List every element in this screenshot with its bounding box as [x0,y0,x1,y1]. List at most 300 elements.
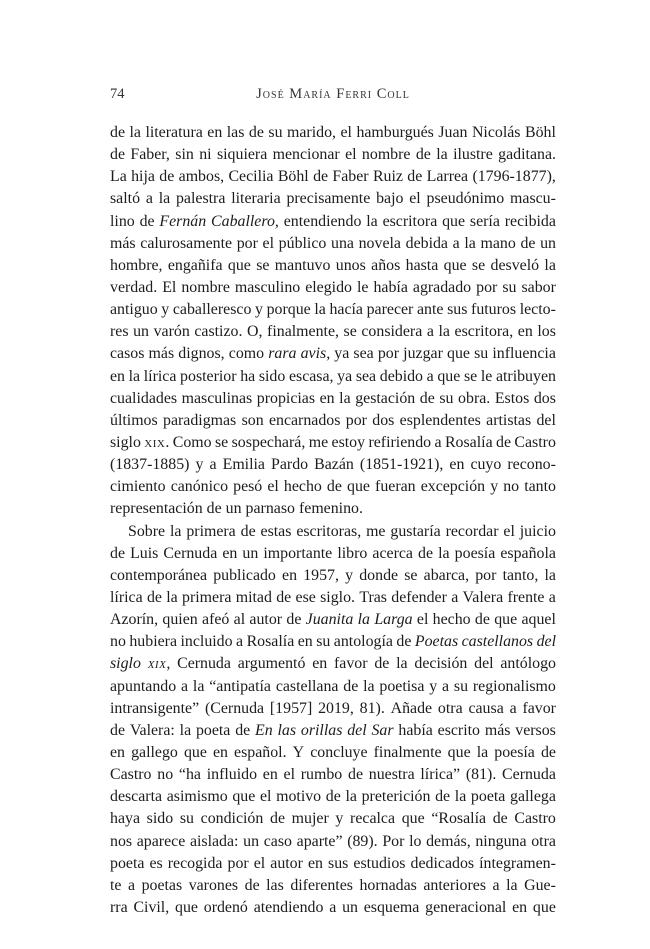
word: sabor [521,278,556,296]
word: ninguna [475,832,527,850]
word: de [407,168,423,186]
word: canónico [170,478,229,496]
word: “ha [178,766,201,784]
word: te [110,876,122,894]
word: del [536,411,556,429]
word: condición [200,810,264,828]
word: su [179,810,194,828]
word: la [363,677,375,695]
word: escrito [437,721,480,739]
text-line [110,521,556,543]
word: concluye [310,743,368,761]
word: Castro [514,433,556,451]
word: su [316,633,331,651]
text-line [110,277,556,299]
word: española [500,544,556,562]
word: Bazán [314,456,354,474]
word: a [426,323,434,341]
word: antología [333,633,393,651]
word: Faber [332,168,369,186]
word: la [454,788,467,806]
word: pseudónimo [426,190,505,208]
word: de [313,168,329,186]
word: bajo [376,190,404,208]
word: propicias [256,389,316,407]
word: Valera [462,588,504,606]
text-line [110,543,556,565]
word: tanto [524,478,556,496]
word: posterior [180,367,237,385]
word: por [227,854,249,872]
word: a [329,898,337,916]
word: estudios [353,854,406,872]
word: en [282,566,298,584]
word: influido [206,766,258,784]
word: antiguo [110,301,158,319]
word: 81). [359,699,385,717]
word: obra. [458,389,491,407]
word: ese [295,588,316,606]
word: que [232,788,256,806]
word: el [409,190,421,208]
word: Faber, [130,146,170,164]
word: escritora, [454,323,514,341]
word: poeta [470,788,506,806]
word: recogida [167,854,223,872]
word: res [110,323,129,341]
word: en [222,544,238,562]
text-line [110,299,556,321]
word: el [503,522,515,540]
word: de [110,721,125,739]
word: (1796-1877), [472,168,556,186]
word: refiriendo [368,433,432,451]
word: a [492,876,500,894]
word: femenino. [298,500,363,518]
word: que [532,898,556,916]
word: gaditana. [498,146,556,164]
word: escritora [382,212,438,230]
text-line [110,188,556,210]
word: la [464,234,476,252]
word: motivo [276,788,322,806]
text-line [110,653,556,675]
text-line [110,255,556,277]
word: publicado [213,566,276,584]
word: mujer [291,810,329,828]
word: sea [353,345,374,363]
word: futuros [471,301,517,319]
word: (1851-1921), [359,456,444,474]
word: sea [355,367,377,385]
word: parecer [366,301,414,319]
word: de [240,522,256,540]
word: la [158,190,171,208]
word: hombre, [110,256,163,274]
word: se [471,256,486,274]
text-line [110,432,556,454]
word: la [192,677,205,695]
word: en [449,456,465,474]
word: defender [391,588,447,606]
word: sus [328,854,349,872]
word: [1957] [269,699,313,717]
text-line [110,587,556,609]
word: Castro [110,766,152,784]
word: “Rosalía [431,810,487,828]
word: literatura [145,124,203,141]
word: de [159,168,175,186]
text-line [110,764,556,786]
word: y [195,456,204,474]
word: de [492,810,508,828]
word: Como [172,433,212,451]
word: calurosamente [140,234,233,252]
word: fueran [375,478,416,496]
word: Caballero, [211,212,279,230]
word: asimismo [166,788,228,806]
word: de [139,212,155,230]
word: caballeresco [172,301,252,319]
word: hubiera [129,633,178,651]
word: a [236,633,244,651]
word: cimiento [110,478,166,496]
word: Sar [371,721,394,739]
word: no [110,633,126,651]
word: la [544,566,556,584]
word: de [286,611,302,629]
word: XIX. [144,433,170,451]
word: antólogo [500,655,556,673]
word: La [110,168,127,186]
word: Nicolás [471,124,521,141]
word: la [476,743,489,761]
word: haya [110,810,140,828]
word: su [439,389,454,407]
word: gallega [510,788,556,806]
word: más [484,721,511,739]
word: poesía [494,743,535,761]
word: favor [334,655,368,673]
word: que [494,611,518,629]
word: no [503,478,520,496]
word: las [277,721,297,739]
text-line [110,609,556,631]
word: argumentó [237,655,306,673]
word: la [129,124,141,141]
word: últimos [110,411,158,429]
word: de [396,633,412,651]
word: un [242,544,259,562]
word: el [267,478,279,496]
word: su [474,345,489,363]
word: un [243,832,260,850]
word: la [438,544,450,562]
word: y [345,566,354,584]
word: lírica [143,367,177,385]
word: se [256,256,270,274]
word: tanto, [502,566,539,584]
word: el [253,854,266,872]
word: engañifa [167,256,223,274]
word: Böhl [524,124,556,141]
word: ha [240,367,256,385]
text-line [110,476,556,498]
word: Fernán [159,212,207,230]
word: anteriores [423,876,487,894]
word: sería [469,212,500,230]
word: avis, [300,345,331,363]
word: hamburgués [356,124,434,141]
word: ya [337,367,353,385]
word: que [183,743,207,761]
word: la [128,367,141,385]
word: frente [507,588,545,606]
text-line [110,720,556,742]
word: paradigmas [163,411,237,429]
word: apuntando [110,677,177,695]
word: un [540,234,556,252]
word: atribuyen [495,367,556,385]
word: le [357,278,369,296]
word: de [474,611,490,629]
word: aparte” [296,832,343,850]
word: sido [258,367,286,385]
word: en [297,633,313,651]
word: de [276,588,292,606]
word: gallego [131,743,178,761]
page-number: 74 [110,86,125,102]
word: mascu- [510,190,556,208]
word: el [345,146,357,164]
word: que [175,898,198,916]
word: Añade [390,699,433,717]
word: lo [409,832,422,850]
word: Y [292,743,305,761]
word: recalca [350,810,396,828]
word: Pardo [271,456,309,474]
word: quien [162,611,198,629]
word: en [207,124,223,141]
word: del [536,633,556,651]
word: de [110,124,125,141]
word: saltó [110,190,141,208]
word: hecho [432,611,471,629]
word: agradado [412,278,472,296]
word: poeta [195,721,231,739]
word: otra [531,832,556,850]
word: siquiera [216,146,268,164]
word: la [314,301,326,319]
word: del [347,721,367,739]
word: finalmente, [267,323,339,341]
header-author: José María Ferri Coll [256,86,410,102]
word: dedicados [410,854,475,872]
word: a [548,588,556,606]
word: versos [515,721,556,739]
text-line [110,233,556,255]
word: Sobre [128,522,166,540]
word: rumbo [300,766,343,784]
word: representación [110,500,203,518]
word: debido [379,367,423,385]
word: de [520,234,536,252]
word: un [133,323,149,341]
word: dignos, [178,345,225,363]
word: El [162,278,177,296]
word: español. [234,743,287,761]
word: había [398,721,433,739]
word: poesía [454,544,496,562]
word: rra [110,898,128,916]
word: Cecilia [228,168,274,186]
word: de [496,433,512,451]
word: Poetas [414,633,459,651]
word: siglo [110,655,141,673]
word: lírica [110,588,143,606]
word: a [434,433,442,451]
word: de [248,124,264,141]
word: la [169,522,182,540]
word: nuestra [368,766,415,784]
word: ante [416,301,444,319]
word: la [179,721,192,739]
word: marido, [287,124,336,141]
word: pesó [233,478,263,496]
word: poeta [110,854,145,872]
word: lecto- [519,301,556,319]
word: que [443,256,467,274]
word: ni [199,146,212,164]
word: de [270,810,285,828]
word: debida [405,234,448,252]
word: aparece [136,832,186,850]
word: En [255,721,273,739]
word: la [166,588,178,606]
word: recono- [507,456,556,474]
word: por [476,278,498,296]
text-line [110,742,556,764]
body-text [110,122,556,919]
word: en [110,743,125,761]
word: y [429,677,438,695]
word: son [241,411,264,429]
word: (89). [347,832,378,850]
word: a [442,677,450,695]
word: varón [153,323,190,341]
word: se [463,367,478,385]
word: años [371,256,401,274]
running-head [110,86,556,108]
word: un [342,898,358,916]
word: y [255,301,263,319]
word: en [110,367,125,385]
word: de [235,721,251,739]
word: finalmente [373,743,442,761]
word: a [127,876,136,894]
word: a [181,677,189,695]
word: la [438,323,450,341]
word: ya [334,345,350,363]
text-line [110,454,556,476]
word: juicio [519,522,556,540]
word: regionalismo [472,677,556,695]
word: primera [186,522,236,540]
word: Larrea [426,168,469,186]
word: incluido [180,633,233,651]
word: hasta [405,256,439,274]
word: más [148,345,175,363]
text-line [110,897,556,919]
word: favor [522,699,556,717]
word: Ruiz [372,168,403,186]
word: de [374,655,390,673]
word: por [377,345,400,363]
word: la [345,788,357,806]
word: hornadas [359,876,417,894]
text-line [110,343,556,365]
text-line [110,388,556,410]
word: precisamente [286,190,371,208]
word: lírica” [420,766,461,784]
text-line [110,144,556,166]
word: juzgar [403,345,443,363]
word: mitad [235,588,272,606]
text-line [110,875,556,897]
word: a [145,190,153,208]
word: orillas [300,721,343,739]
word: caso [263,832,292,850]
word: la [506,876,518,894]
word: de [110,146,125,164]
word: hacía [329,301,363,319]
word: dos [533,389,556,407]
word: (Cernuda [204,699,265,717]
word: su [453,677,469,695]
word: que [437,367,461,385]
word: hecho [283,478,322,496]
word: de [326,478,342,496]
word: los [537,323,556,341]
word: causa [468,699,504,717]
word: por [475,566,497,584]
word: descarta [110,788,163,806]
word: Civil, [133,898,170,916]
word: ambos, [178,168,225,186]
word: entendiendo [283,212,362,230]
word: que [442,212,466,230]
word: se [343,323,357,341]
word: escritoras, [296,522,362,540]
text-line [110,853,556,875]
word: Rosalía [444,433,493,451]
word: íntegramen- [479,854,556,872]
word: y [161,301,170,319]
word: recordar [445,522,499,540]
word: cualidades [110,389,178,407]
word: le [480,367,493,385]
word: mano [480,234,516,252]
word: el [259,788,272,806]
word: encarnados [268,411,341,429]
word: Tras [359,588,387,606]
word: de [343,677,359,695]
word: su [502,278,517,296]
word: la [366,212,378,230]
word: la [436,146,448,164]
word: lino [110,212,135,230]
word: autor [249,611,283,629]
